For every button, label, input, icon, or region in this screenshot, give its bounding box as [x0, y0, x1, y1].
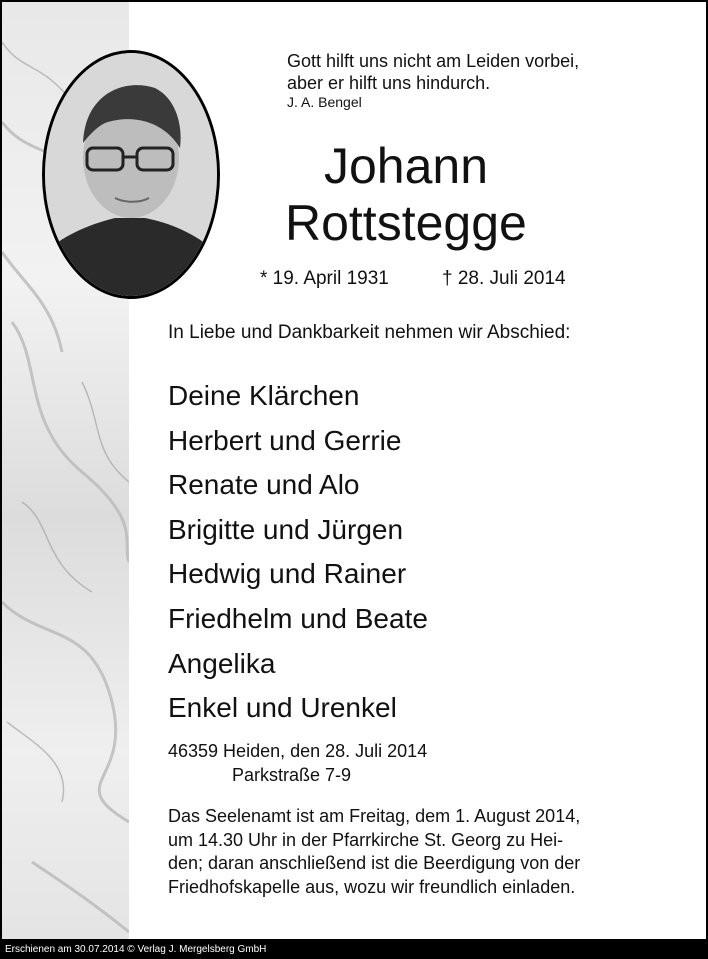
farewell-intro: In Liebe und Dankbarkeit nehmen wir Abschied: — [168, 322, 571, 343]
service-line: Friedhofskapelle aus, wozu wir freundlich einladen. — [168, 876, 576, 897]
mourner-name: Deine Klärchen — [168, 380, 360, 411]
mourners-list — [168, 374, 428, 731]
quote-author: J. A. Bengel — [287, 94, 362, 110]
mourner-name: Renate und Alo — [168, 469, 360, 501]
quote-line: Gott hilft uns nicht am Leiden vorbei, — [287, 51, 580, 71]
service-line: Das Seelenamt ist am Freitag, dem 1. August 2014, — [168, 806, 581, 826]
service-line: den; daran anschließend ist die Beerdigung von der — [168, 853, 581, 873]
mourner-name: Friedhelm und Beate — [168, 602, 428, 634]
mourner-name: Herbert und Gerrie — [168, 424, 402, 456]
deceased-first-name: Johann — [324, 138, 489, 194]
quote-line: aber er hilft uns hindurch. — [287, 73, 491, 93]
mourner-name: Angelika — [168, 647, 276, 679]
mourner-name: Hedwig und Rainer — [168, 558, 407, 590]
publication-footer: Erschienen am 30.07.2014 © Verlag J. Mergelsberg GmbH — [0, 940, 708, 959]
mourner-name: Enkel und Urenkel — [168, 692, 397, 724]
deceased-last-name: Rottstegge — [285, 195, 527, 251]
mourner-name: Brigitte und Jürgen — [168, 513, 404, 545]
service-announcement — [168, 805, 668, 899]
death-date: † 28. Juli 2014 — [442, 268, 566, 289]
service-line: um 14.30 Uhr in der Pfarrkirche St. Georg zu Hei- — [168, 829, 564, 850]
bible-quote — [287, 50, 579, 94]
place-and-date: 46359 Heiden, den 28. Juli 2014 — [168, 741, 428, 761]
portrait-photo — [42, 50, 220, 299]
street-address: Parkstraße 7-9 — [232, 765, 352, 785]
birth-date: * 19. April 1931 — [260, 268, 389, 289]
